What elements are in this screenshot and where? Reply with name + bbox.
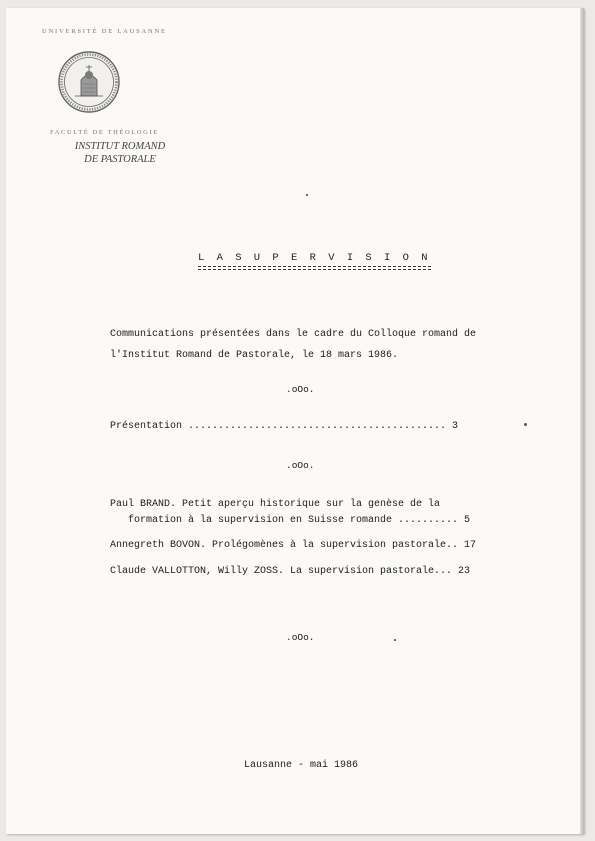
separator-2: .oOo.: [286, 460, 315, 471]
institute-line-1: INSTITUT ROMAND: [74, 141, 166, 152]
separator-1: .oOo.: [286, 384, 315, 395]
paper-speck: [524, 423, 527, 426]
paper-speck: [306, 194, 308, 196]
document-title: L A S U P E R V I S I O N: [198, 252, 431, 267]
intro-paragraph: [110, 324, 490, 366]
institute-line-2: DE PASTORALE: [84, 154, 156, 165]
intro-line-1: Communications présentées dans le cadre du Colloque romand de: [110, 329, 477, 340]
footer-place-date: Lausanne - mai 1986: [244, 760, 359, 771]
university-seal-icon: [57, 50, 121, 114]
university-name: UNIVERSITÉ DE LAUSANNE: [42, 28, 167, 35]
separator-3: .oOo.: [286, 632, 315, 643]
faculty-name: FACULTÉ DE THÉOLOGIE: [50, 129, 159, 136]
institute-name: [60, 140, 180, 166]
document-page: [6, 8, 584, 834]
toc-entry-vallotton: Claude VALLOTTON, Willy ZOSS. La supervision pastorale... 23: [110, 566, 471, 577]
toc-entry-bovon: Annegreth BOVON. Prolégomènes à la supervision pastorale.. 17: [110, 540, 477, 551]
toc-entry-brand-line-1: Paul BRAND. Petit aperçu historique sur la genèse de la: [110, 499, 441, 510]
intro-line-2: l'Institut Romand de Pastorale, le 18 mars 1986.: [110, 350, 399, 361]
paper-speck: [394, 639, 396, 641]
toc-presentation: Présentation ........................................... 3: [110, 421, 459, 432]
toc-entry-brand-line-2: formation à la supervision en Suisse romande .......... 5: [128, 515, 471, 526]
toc-entry-brand: [110, 497, 470, 529]
